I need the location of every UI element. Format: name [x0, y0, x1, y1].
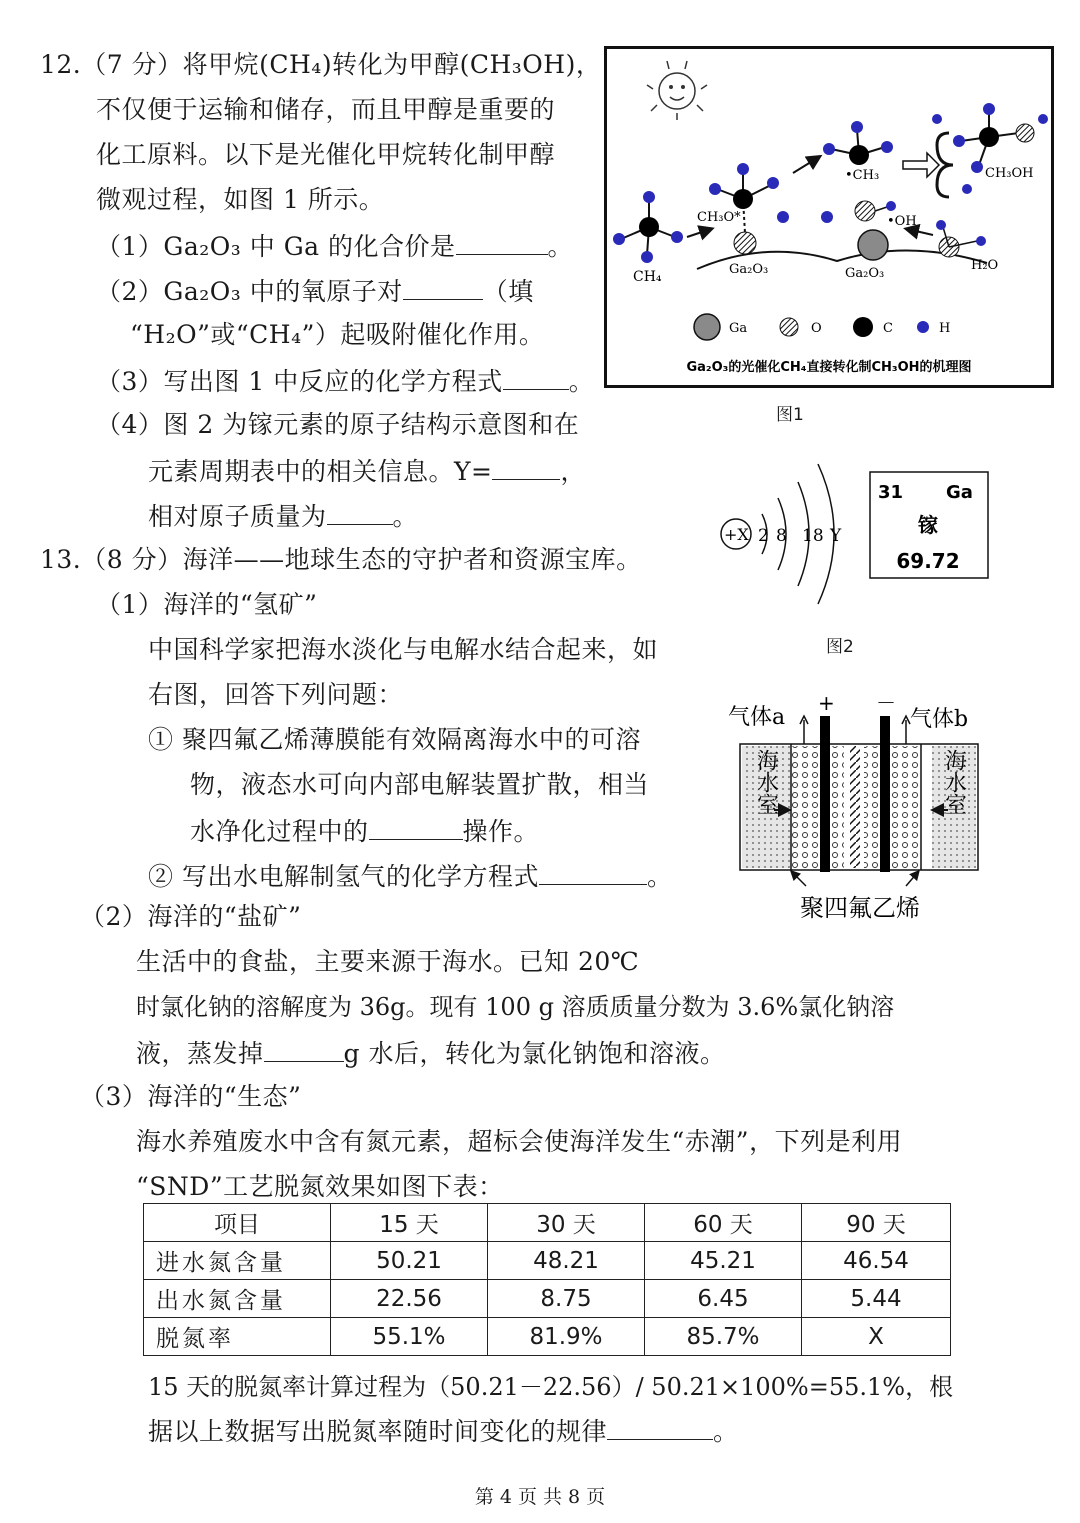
q12-part-1-text: （1）Ga₂O₃ 中 Ga 的化合价是 — [96, 232, 456, 261]
page-footer: 第 4 页 共 8 页 — [474, 1486, 606, 1508]
table-cell: 45.21 — [645, 1242, 802, 1280]
answer-blank[interactable] — [607, 1413, 713, 1440]
snd-table — [143, 1203, 951, 1356]
figure-1-drawing — [607, 49, 1051, 385]
q13-s2-line-1: 生活中的食盐，主要来源于海水。已知 20℃ — [136, 947, 640, 976]
q13-s3-line-3: 15 天的脱氮率计算过程为（50.21－22.56）/ 50.21×100%=55.1%，根 — [148, 1373, 954, 1401]
figure-1-mechanism — [604, 46, 1054, 388]
nucleus-label: +X — [724, 525, 749, 544]
h2o-molecule — [936, 220, 986, 257]
table-header: 90 天 — [802, 1204, 951, 1242]
q13-s3-line-4 — [148, 1413, 739, 1449]
q12-part-2-line-2: “H₂O”或“CH₄”）起吸附催化作用。 — [130, 320, 545, 349]
legend-c: C — [883, 321, 893, 336]
answer-blank[interactable] — [503, 363, 569, 390]
q13-s1-item-1c — [190, 813, 539, 849]
q13-s1-item-2 — [148, 858, 672, 894]
table-cell: 46.54 — [802, 1242, 951, 1280]
figure-3-electrolysis — [720, 690, 1000, 930]
q13-s2-title: （2）海洋的“盐矿” — [80, 902, 302, 931]
table-row — [144, 1280, 951, 1318]
ch4-molecule — [613, 191, 683, 263]
table-row — [144, 1318, 951, 1356]
table-cell: 50.21 — [331, 1242, 488, 1280]
table-cell: 8.75 — [488, 1280, 645, 1318]
membrane-label: 聚四氟乙烯 — [800, 894, 920, 922]
atomic-number: 31 — [878, 482, 904, 503]
table-cell: 85.7% — [645, 1318, 802, 1356]
atomic-mass: 69.72 — [896, 549, 960, 573]
ga2o3-label-right: Ga₂O₃ — [845, 266, 885, 281]
oh-radical — [821, 201, 896, 223]
oh-label: •OH — [887, 214, 917, 229]
q12-part-4-mass-text: 相对原子质量为 — [148, 502, 327, 531]
left-sea-room — [754, 749, 779, 815]
q12-line-4: 微观过程，如图 1 所示。 — [96, 185, 385, 214]
q13-s1-item-2-text: ② 写出水电解制氢气的化学方程式 — [148, 862, 539, 891]
legend-h: H — [939, 321, 951, 336]
table-cell: 22.56 — [331, 1280, 488, 1318]
q13-s2-line-3-end: g 水后，转化为氯化钠饱和溶液。 — [343, 1039, 726, 1068]
answer-blank[interactable] — [456, 228, 548, 255]
gas-a-label: 气体a — [728, 705, 786, 730]
plus-label: + — [818, 691, 835, 715]
q12-part-4-end: ， — [560, 457, 586, 486]
table-header: 30 天 — [488, 1204, 645, 1242]
legend-o: O — [811, 321, 822, 336]
right-room-label: 海水室 — [941, 749, 967, 815]
q12-part-4-mass-end: 。 — [392, 502, 419, 531]
right-sea-room — [942, 749, 967, 815]
q13-s2-line-3 — [136, 1035, 725, 1071]
answer-blank[interactable] — [327, 498, 393, 525]
q12-part-3-end: 。 — [568, 367, 595, 396]
table-cell: 55.1% — [331, 1318, 488, 1356]
q13-s1-item-1c-end: 操作。 — [462, 817, 540, 846]
q12-part-3 — [96, 363, 594, 399]
table-cell: 出水氮含量 — [144, 1280, 331, 1318]
figure-2-gallium — [710, 460, 1000, 610]
table-cell: 81.9% — [488, 1318, 645, 1356]
q12-line-2: 不仅便于运输和储存，而且甲醇是重要的 — [96, 95, 556, 124]
q13-s3-title: （3）海洋的“生态” — [80, 1082, 302, 1111]
q12-part-4: （4）图 2 为镓元素的原子结构示意图和在 — [96, 410, 580, 439]
sun-icon — [647, 61, 707, 120]
q12-part-2-end: （填 — [482, 277, 534, 306]
minus-label: － — [876, 691, 896, 715]
legend-ga: Ga — [729, 321, 748, 336]
figure-1-title: Ga₂O₃的光催化CH₄直接转化制CH₃OH的机理图 — [686, 360, 972, 375]
answer-blank[interactable] — [369, 813, 463, 840]
q13-s2-line-2: 时氯化钠的溶解度为 36g。现有 100 g 溶质质量分数为 3.6%氯化钠溶 — [136, 993, 895, 1021]
figure-2-caption: 图2 — [826, 637, 854, 657]
answer-blank[interactable] — [492, 453, 560, 480]
figure-1-legend — [694, 314, 950, 340]
ch4-label: CH₄ — [633, 269, 662, 285]
ch3oh-molecule — [932, 103, 1048, 173]
table-header: 60 天 — [645, 1204, 802, 1242]
q13-s2-line-3-text: 液，蒸发掉 — [136, 1039, 264, 1068]
answer-blank[interactable] — [539, 858, 647, 885]
table-cell: 6.45 — [645, 1280, 802, 1318]
q12-line-1: 12.（7 分）将甲烷(CH₄)转化为甲醇(CH₃OH)， — [40, 50, 602, 79]
table-cell: 进水氮含量 — [144, 1242, 331, 1280]
ch3-radical — [823, 121, 893, 165]
q13-s3-line-4-text: 据以上数据写出脱氮率随时间变化的规律 — [148, 1417, 608, 1446]
element-symbol: Ga — [946, 482, 973, 503]
ga2o3-label-left: Ga₂O₃ — [729, 262, 769, 277]
q13-s1-title: （1）海洋的“氢矿” — [96, 590, 318, 619]
table-cell: X — [802, 1318, 951, 1356]
left-room-label: 海水室 — [753, 749, 779, 815]
answer-blank[interactable] — [264, 1035, 344, 1062]
ch3oh-label: CH₃OH — [985, 166, 1034, 181]
q12-part-4-line-3 — [148, 498, 418, 534]
q12-part-4-line-2 — [148, 453, 586, 489]
q12-part-3-text: （3）写出图 1 中反应的化学方程式 — [96, 367, 503, 396]
shell-2: 8 — [776, 526, 787, 546]
q13-s1-item-1b: 物，液态水可向内部电解装置扩散，相当 — [190, 770, 650, 799]
table-header: 项目 — [144, 1204, 331, 1242]
q12-part-1-end: 。 — [547, 232, 574, 261]
table-cell: 5.44 — [802, 1280, 951, 1318]
table-cell: 48.21 — [488, 1242, 645, 1280]
shell-3: 18 — [802, 526, 824, 546]
q13-title: 13.（8 分）海洋——地球生态的守护者和资源宝库。 — [40, 545, 642, 574]
q13-s1-item-2-end: 。 — [646, 862, 673, 891]
figure-3-drawing — [720, 690, 1000, 930]
q12-part-1 — [96, 228, 573, 264]
table-cell: 脱氮率 — [144, 1318, 331, 1356]
q12-part-2-text: （2）Ga₂O₃ 中的氧原子对 — [96, 277, 403, 306]
element-name: 镓 — [918, 513, 938, 537]
answer-blank[interactable] — [403, 273, 483, 300]
q12-line-3: 化工原料。以下是光催化甲烷转化制甲醇 — [96, 140, 556, 169]
ch3-label: •CH₃ — [845, 168, 880, 183]
table-header: 15 天 — [331, 1204, 488, 1242]
q13-s3-line-4-end: 。 — [713, 1417, 739, 1446]
shell-1: 2 — [758, 526, 769, 546]
q13-s1-item-1a: ① 聚四氟乙烯薄膜能有效隔离海水中的可溶 — [148, 725, 641, 754]
shell-4: Y — [830, 526, 842, 546]
gas-b-label: 气体b — [910, 707, 969, 732]
figure-2-drawing — [710, 460, 1000, 610]
ch3o-label: CH₃O* — [697, 210, 741, 225]
q13-s3-line-1: 海水养殖废水中含有氮元素，超标会使海洋发生“赤潮”，下列是利用 — [136, 1127, 903, 1156]
q12-part-2 — [96, 273, 534, 309]
table-header-row — [144, 1204, 951, 1242]
q13-s1-item-1c-text: 水净化过程中的 — [190, 817, 369, 846]
q13-s1-line-2: 右图，回答下列问题： — [148, 680, 404, 709]
table-row — [144, 1242, 951, 1280]
figure-1-caption: 图1 — [776, 405, 804, 425]
q13-s3-line-2: “SND”工艺脱氮效果如图下表： — [136, 1172, 504, 1201]
q12-part-4-text: 元素周期表中的相关信息。Y= — [148, 457, 493, 486]
q13-s1-line-1: 中国科学家把海水淡化与电解水结合起来，如 — [148, 635, 659, 664]
h2o-label: H₂O — [971, 258, 999, 273]
ch3o-adsorbed — [709, 163, 789, 254]
